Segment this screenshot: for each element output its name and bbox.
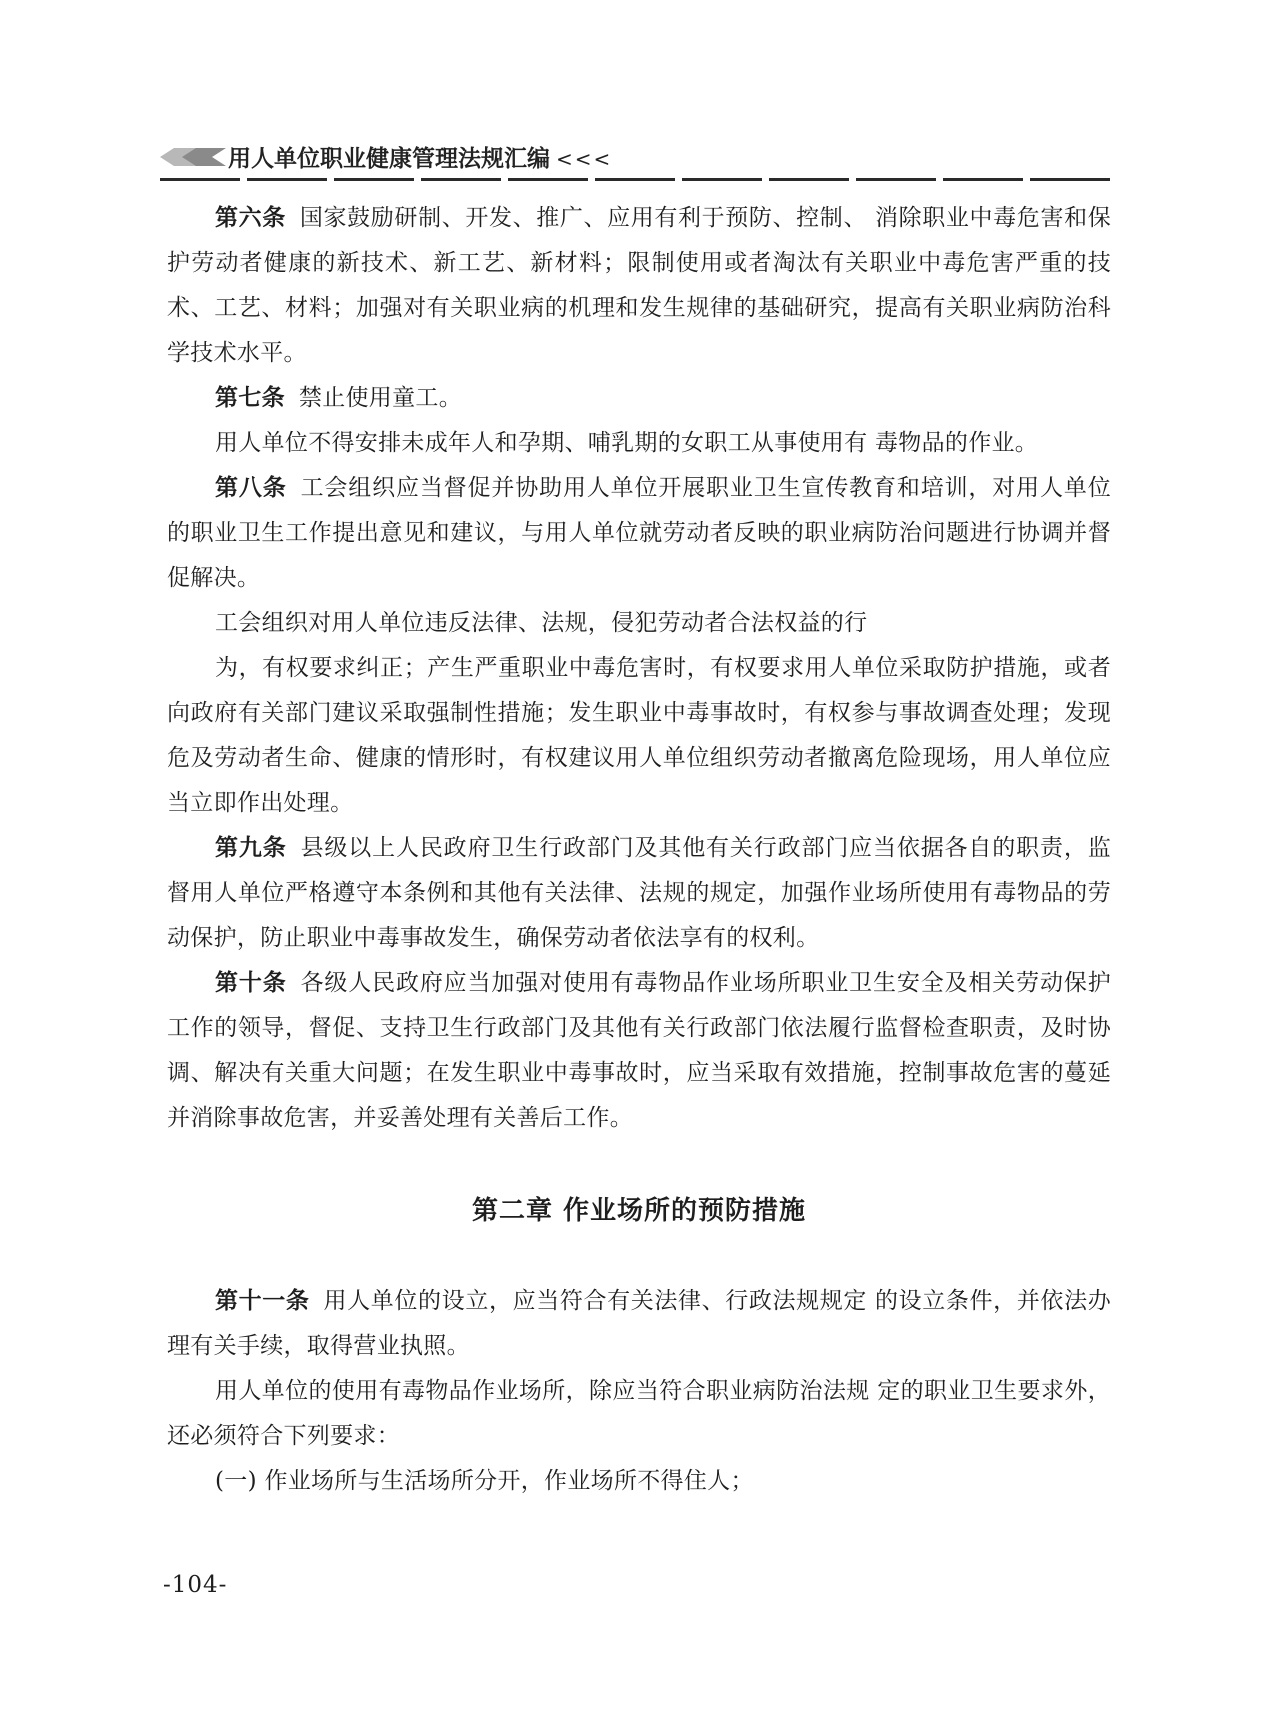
paragraph [167,376,1111,421]
paragraph-text: 工会组织对用人单位违反法律、法规，侵犯劳动者合法权益的行 [215,610,868,636]
paragraph [167,646,1111,826]
running-header [160,138,1110,188]
article-list-after-chapter [167,1279,1111,1504]
book-title [228,140,612,173]
paragraph-text: 用人单位的设立，应当符合有关法律、行政法规规定 的设立条件，并依法办理有关手续，取得营业执照。 [167,1288,1111,1359]
paragraph-text: 为，有权要求纠正；产生严重职业中毒危害时，有权要求用人单位采取防护措施，或者向政府有关部门建议采取强制性措施；发生职业中毒事故时，有权参与事故调查处理；发现危及劳动者生命、健康的情形时，有权建议用人单位组织劳动者撤离危险现场，用人单位应当立即作出处理。 [167,655,1111,816]
article-number: 第七条 [215,385,285,411]
paragraph [167,196,1111,376]
paragraph [167,1369,1111,1459]
paragraph-text: 禁止使用童工。 [298,385,463,411]
paragraph-text: 用人单位的使用有毒物品作业场所，除应当符合职业病防治法规 定的职业卫生要求外，还必须符合下列要求： [167,1378,1111,1449]
header-chevrons: <<< [556,147,613,171]
paragraph [167,466,1111,601]
paragraph [167,1279,1111,1369]
paragraph-text: (一) 作业场所与生活场所分开，作业场所不得住人； [215,1468,754,1494]
article-number: 第六条 [215,205,286,231]
paragraph-text: 国家鼓励研制、开发、推广、应用有利于预防、控制、 消除职业中毒危害和保护劳动者健康的新技术、新工艺、新材料；限制使用或者淘汰有关职业中毒危害严重的技术、工艺、材料；加强对有关职业病的机理和发生规律的基础研究，提高有关职业病防治科学技术水平。 [167,205,1112,366]
paragraph [167,826,1111,961]
book-title-text: 用人单位职业健康管理法规汇编 [228,146,550,172]
paragraph [167,601,1111,646]
article-number: 第十条 [215,970,287,996]
paragraph-text: 县级以上人民政府卫生行政部门及其他有关行政部门应当依据各自的职责，监督用人单位严格遵守本条例和其他有关法律、法规的规定，加强作业场所使用有毒物品的劳动保护，防止职业中毒事故发生，确保劳动者依法享有的权利。 [167,835,1111,951]
double-arrow-icon [160,146,230,168]
paragraph-text: 工会组织应当督促并协助用人单位开展职业卫生宣传教育和培训，对用人单位的职业卫生工作提出意见和建议，与用人单位就劳动者反映的职业病防治问题进行协调并督促解决。 [167,475,1111,591]
paragraph-text: 用人单位不得安排未成年人和孕期、哺乳期的女职工从事使用有 毒物品的作业。 [215,430,1039,456]
header-dashed-rule [160,178,1110,181]
paragraph [167,1459,1111,1504]
page-number: -104- [163,1572,228,1598]
article-number: 第九条 [215,835,287,861]
article-list [167,196,1111,1141]
paragraph [167,421,1111,466]
article-number: 第八条 [215,475,287,501]
paragraph-text: 各级人民政府应当加强对使用有毒物品作业场所职业卫生安全及相关劳动保护工作的领导，督促、支持卫生行政部门及其他有关行政部门依法履行监督检查职责，及时协调、解决有关重大问题；在发生职业中毒事故时，应当采取有效措施，控制事故危害的蔓延并消除事故危害，并妥善处理有关善后工作。 [167,970,1111,1131]
paragraph [167,961,1111,1141]
article-number: 第十一条 [215,1288,310,1314]
page-body [167,196,1111,1504]
chapter-heading: 第二章 作业场所的预防措施 [471,1196,807,1226]
